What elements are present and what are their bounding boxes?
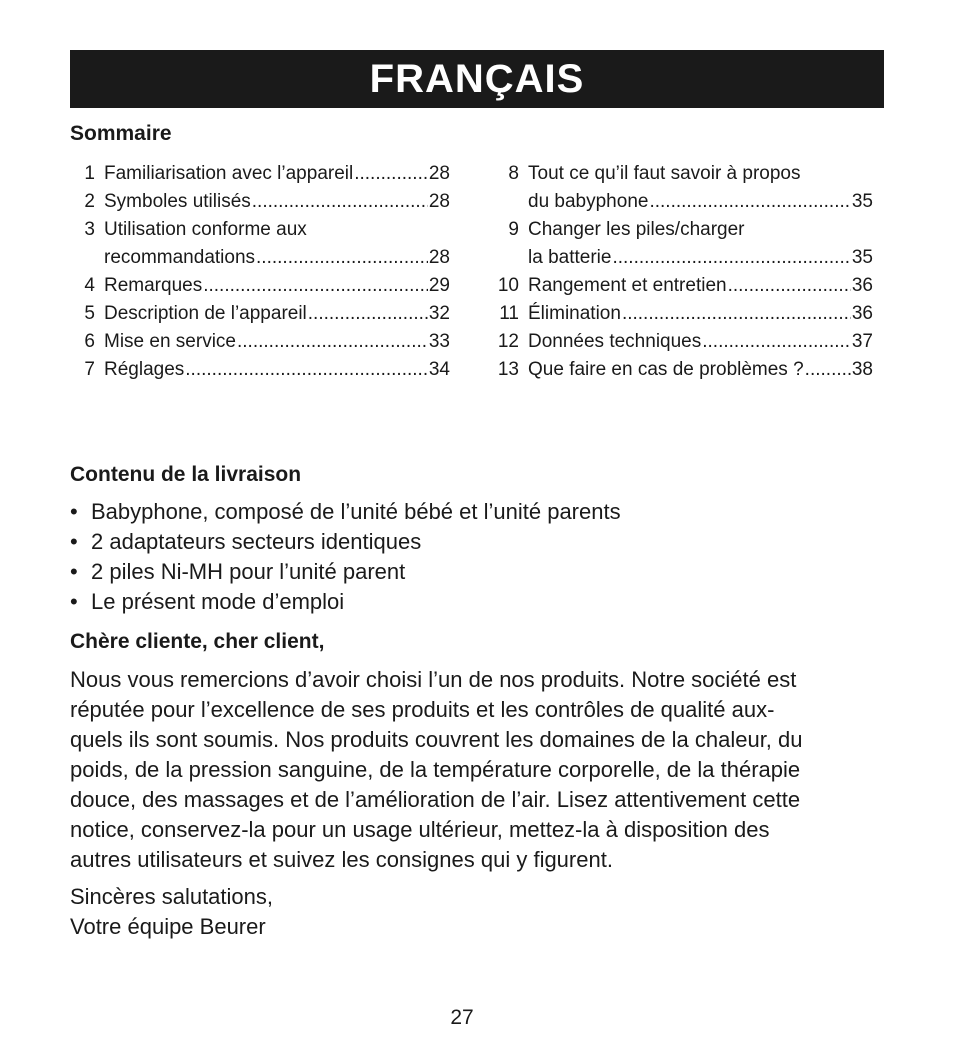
toc-entry-number: 11 bbox=[499, 303, 519, 324]
toc-entry-page: 38 bbox=[851, 359, 873, 380]
toc-entry bbox=[492, 356, 873, 384]
closing-signature bbox=[70, 882, 273, 942]
toc-entry bbox=[492, 244, 873, 272]
toc-entry-page: 33 bbox=[428, 331, 450, 352]
toc-entry-number: 9 bbox=[508, 219, 519, 240]
toc-entry-number: 6 bbox=[84, 331, 95, 352]
toc-entry-title: Tout ce qu’il faut savoir à propos bbox=[528, 163, 801, 184]
toc-entry-page: 32 bbox=[428, 303, 450, 324]
toc-entry-title: recommandations bbox=[104, 247, 256, 268]
toc-entry-number: 8 bbox=[508, 163, 519, 184]
toc-entry bbox=[74, 244, 450, 272]
toc-right-column bbox=[492, 160, 873, 384]
toc-entry-page: 35 bbox=[851, 191, 873, 212]
toc-entry-title: Élimination bbox=[528, 303, 621, 324]
toc-entry-number: 4 bbox=[84, 275, 95, 296]
delivery-list bbox=[70, 497, 621, 617]
closing-line: Sincères salutations, bbox=[70, 884, 273, 909]
toc-dot-leader bbox=[252, 188, 428, 216]
toc-entry-title: Que faire en cas de problèmes ? bbox=[528, 359, 804, 380]
page-number: 27 bbox=[450, 1006, 474, 1029]
delivery-item: Babyphone, composé de l’unité bébé et l’unité parents bbox=[91, 499, 621, 524]
toc-entry-page: 36 bbox=[851, 303, 873, 324]
toc-entry bbox=[492, 160, 873, 188]
toc-dot-leader bbox=[237, 328, 428, 356]
toc-dot-leader bbox=[308, 300, 428, 328]
toc-entry-page: 28 bbox=[428, 191, 450, 212]
delivery-item: 2 adaptateurs secteurs identiques bbox=[91, 529, 422, 554]
toc-dot-leader bbox=[649, 188, 850, 216]
toc-entry-number: 2 bbox=[84, 191, 95, 212]
language-banner bbox=[70, 50, 884, 108]
delivery-item: Le présent mode d’emploi bbox=[91, 589, 345, 614]
toc-entry bbox=[74, 188, 450, 216]
toc-dot-leader bbox=[728, 272, 851, 300]
toc-entry-title: Familiarisation avec l’appareil bbox=[104, 163, 354, 184]
toc-dot-leader bbox=[354, 160, 428, 188]
toc-entry bbox=[492, 328, 873, 356]
toc-entry-page: 35 bbox=[851, 247, 873, 268]
toc-dot-leader bbox=[256, 244, 428, 272]
paragraph-line: autres utilisateurs et suivez les consignes qui y figurent. bbox=[70, 847, 613, 872]
toc-entry bbox=[74, 160, 450, 188]
toc-entry-number: 1 bbox=[84, 163, 95, 184]
delivery-heading: Contenu de la livraison bbox=[70, 463, 302, 486]
toc-entry-page: 34 bbox=[428, 359, 450, 380]
toc-entry bbox=[74, 356, 450, 384]
toc-entry-title: du babyphone bbox=[528, 191, 649, 212]
toc-entry-title: Changer les piles/charger bbox=[528, 219, 745, 240]
toc-entry-title: Description de l’appareil bbox=[104, 303, 307, 324]
toc-dot-leader bbox=[203, 272, 428, 300]
toc-entry bbox=[74, 300, 450, 328]
toc-entry-title: Rangement et entretien bbox=[528, 275, 727, 296]
paragraph-line: réputée pour l’excellence de ses produits et les contrôles de qualité aux- bbox=[70, 697, 775, 722]
toc-left-column bbox=[74, 160, 450, 384]
paragraph-line: notice, conservez-la pour un usage ultérieur, mettez-la à disposition des bbox=[70, 817, 770, 842]
toc-entry-number: 10 bbox=[497, 275, 519, 296]
toc-entry-title: Utilisation conforme aux bbox=[104, 219, 307, 240]
toc-entry-title: Mise en service bbox=[104, 331, 236, 352]
toc-dot-leader bbox=[622, 300, 851, 328]
toc-entry bbox=[492, 300, 873, 328]
toc-entry-number: 12 bbox=[497, 331, 519, 352]
toc-entry bbox=[74, 272, 450, 300]
greeting-heading: Chère cliente, cher client, bbox=[70, 630, 325, 653]
banner-title: FRANÇAIS bbox=[369, 56, 585, 101]
toc-entry bbox=[492, 272, 873, 300]
toc-entry bbox=[492, 188, 873, 216]
toc-entry bbox=[74, 216, 450, 244]
list-item: • 2 piles Ni-MH pour l’unité parent bbox=[70, 557, 621, 587]
toc-heading: Sommaire bbox=[70, 122, 172, 145]
paragraph-line: douce, des massages et de l’amélioration de l’air. Lisez attentivement cette bbox=[70, 787, 801, 812]
toc-entry-title: Symboles utilisés bbox=[104, 191, 251, 212]
intro-paragraph bbox=[70, 665, 870, 875]
closing-line: Votre équipe Beurer bbox=[70, 914, 266, 939]
toc-entry-page: 37 bbox=[851, 331, 873, 352]
list-item: • 2 adaptateurs secteurs identiques bbox=[70, 527, 621, 557]
toc-entry-page: 28 bbox=[428, 247, 450, 268]
toc-entry-page: 28 bbox=[428, 163, 450, 184]
toc-entry-title: la batterie bbox=[528, 247, 612, 268]
toc-dot-leader bbox=[612, 244, 850, 272]
toc-entry-title: Réglages bbox=[104, 359, 185, 380]
toc-entry-number: 3 bbox=[84, 219, 95, 240]
delivery-item: 2 piles Ni-MH pour l’unité parent bbox=[91, 559, 406, 584]
toc-entry bbox=[492, 216, 873, 244]
toc-dot-leader bbox=[805, 356, 851, 384]
toc-entry-number: 7 bbox=[84, 359, 95, 380]
toc-entry-page: 36 bbox=[851, 275, 873, 296]
toc-dot-leader bbox=[702, 328, 851, 356]
toc-entry-page: 29 bbox=[428, 275, 450, 296]
toc-entry bbox=[74, 328, 450, 356]
toc-dot-leader bbox=[185, 356, 428, 384]
list-item: • Le présent mode d’emploi bbox=[70, 587, 621, 617]
toc-entry-title: Remarques bbox=[104, 275, 203, 296]
toc-entry-number: 5 bbox=[84, 303, 95, 324]
toc-entry-title: Données techniques bbox=[528, 331, 702, 352]
paragraph-line: Nous vous remercions d’avoir choisi l’un de nos produits. Notre société est bbox=[70, 667, 797, 692]
paragraph-line: poids, de la pression sanguine, de la température corporelle, de la thérapie bbox=[70, 757, 801, 782]
list-item: • Babyphone, composé de l’unité bébé et l’unité parents bbox=[70, 497, 621, 527]
toc-entry-number: 13 bbox=[497, 359, 519, 380]
paragraph-line: quels ils sont soumis. Nos produits couvrent les domaines de la chaleur, du bbox=[70, 727, 803, 752]
